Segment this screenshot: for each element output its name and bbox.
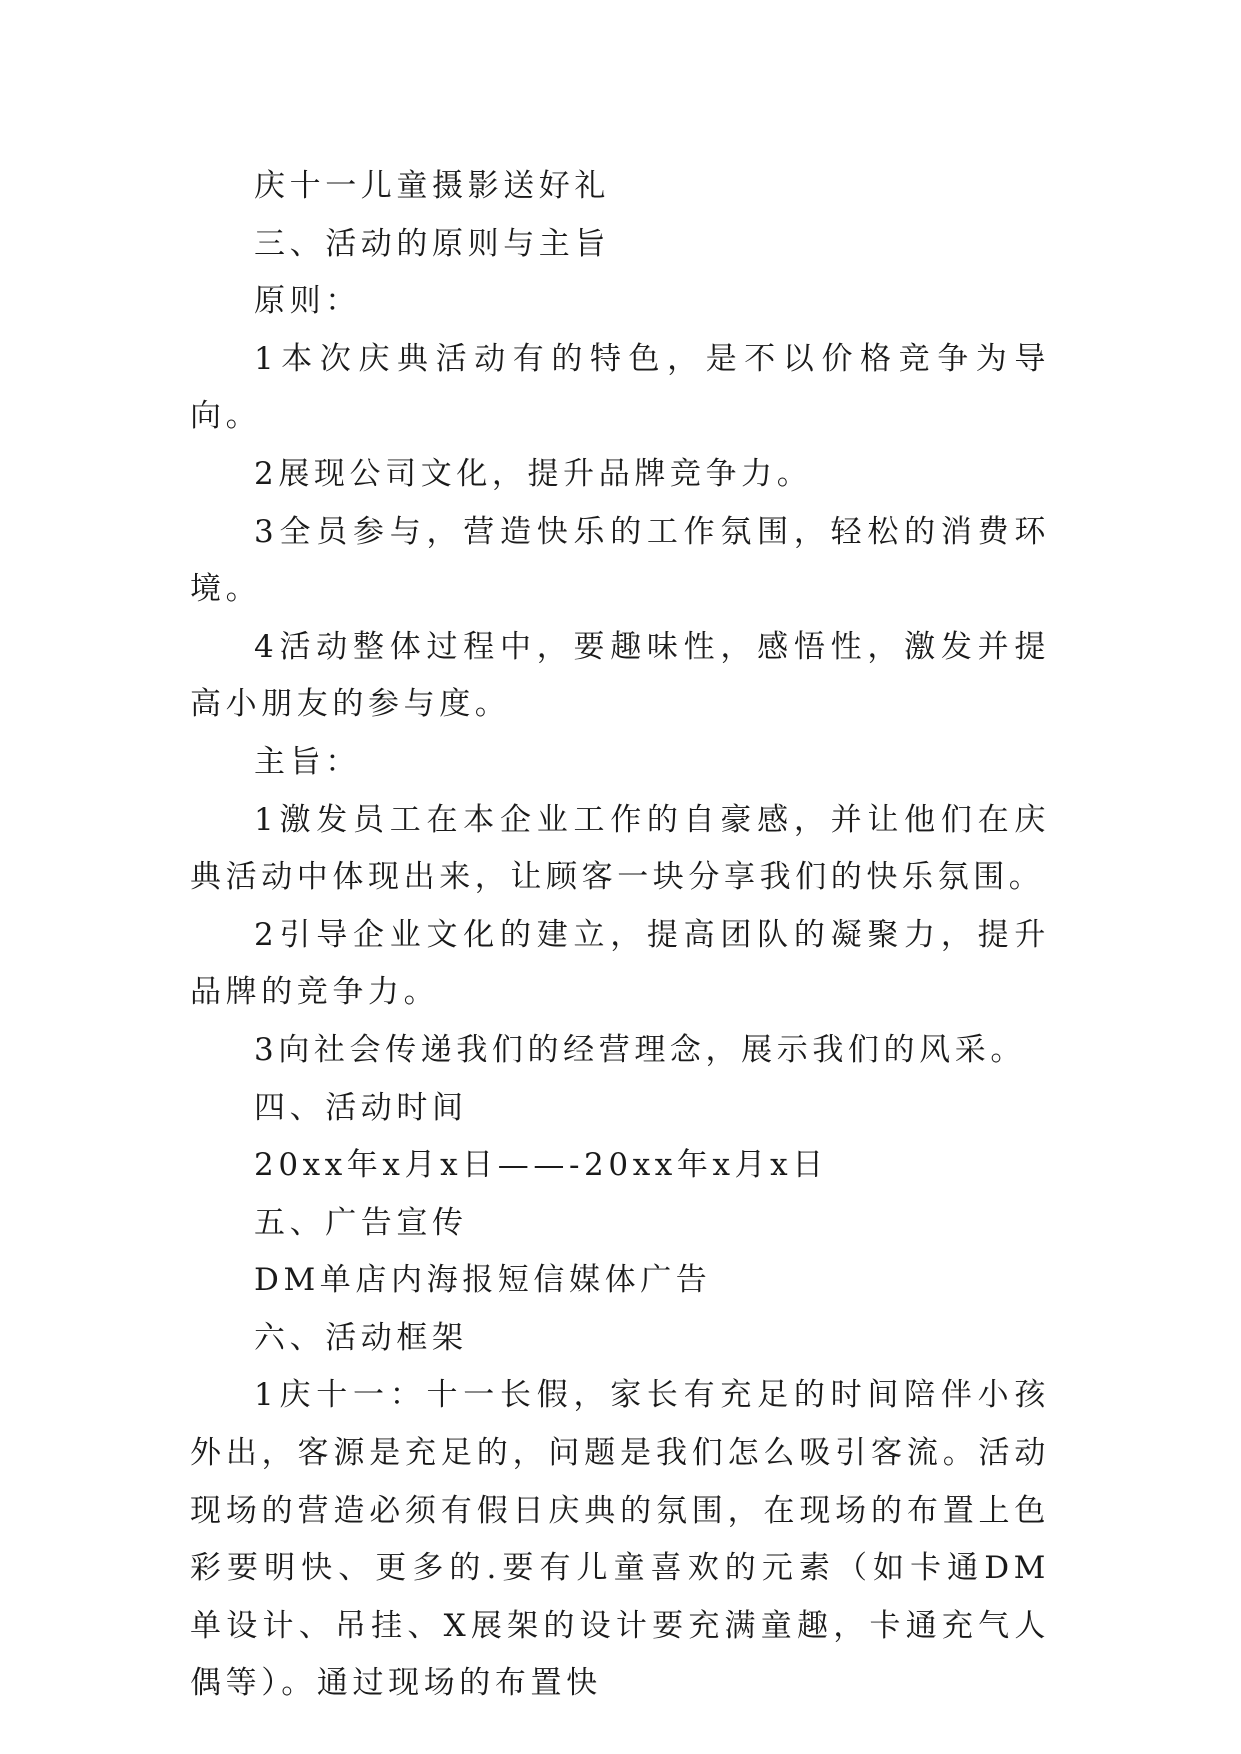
heading-aims: 主旨： [254, 743, 361, 780]
heading-activity-time: 四、活动时间 [254, 1089, 468, 1126]
principle-item-4: 4活动整体过程中，要趣味性，感悟性，激发并提高小朋友的参与度。 [190, 628, 1050, 723]
heading-principles: 原则： [254, 283, 361, 320]
aim-item-2: 2引导企业文化的建立，提高团队的凝聚力，提升品牌的竞争力。 [190, 916, 1050, 1011]
heading-principles-and-aims: 三、活动的原则与主旨 [254, 225, 610, 262]
heading-advertising: 五、广告宣传 [254, 1204, 468, 1241]
heading-activity-framework: 六、活动框架 [254, 1319, 468, 1356]
advertising-channels: DM单店内海报短信媒体广告 [254, 1262, 712, 1299]
principle-item-3: 3全员参与，营造快乐的工作氛围，轻松的消费环境。 [190, 513, 1050, 608]
principle-item-1: 1本次庆典活动有的特色，是不以价格竞争为导向。 [190, 340, 1050, 435]
paragraph-title: 庆十一儿童摄影送好礼 [254, 168, 610, 204]
activity-time-range: 20xx年x月x日——-20xx年x月x日 [254, 1147, 828, 1184]
principle-item-2: 2展现公司文化，提升品牌竞争力。 [254, 455, 813, 492]
document-body [190, 158, 1050, 1713]
aim-item-3: 3向社会传递我们的经营理念，展示我们的风采。 [254, 1031, 1026, 1068]
framework-item-1: 1庆十一：十一长假，家长有充足的时间陪伴小孩外出，客源是充足的，问题是我们怎么吸引客流。活动现场的营造必须有假日庆典的氛围，在现场的布置上色彩要明快、更多的.要有儿童喜欢的元素（如卡通DM单设计、吊挂、X展架的设计要充满童趣，卡通充气人偶等）。通过现场的布置快 [190, 1377, 1050, 1702]
aim-item-1: 1激发员工在本企业工作的自豪感，并让他们在庆典活动中体现出来，让顾客一块分享我们的快乐氛围。 [190, 801, 1050, 896]
